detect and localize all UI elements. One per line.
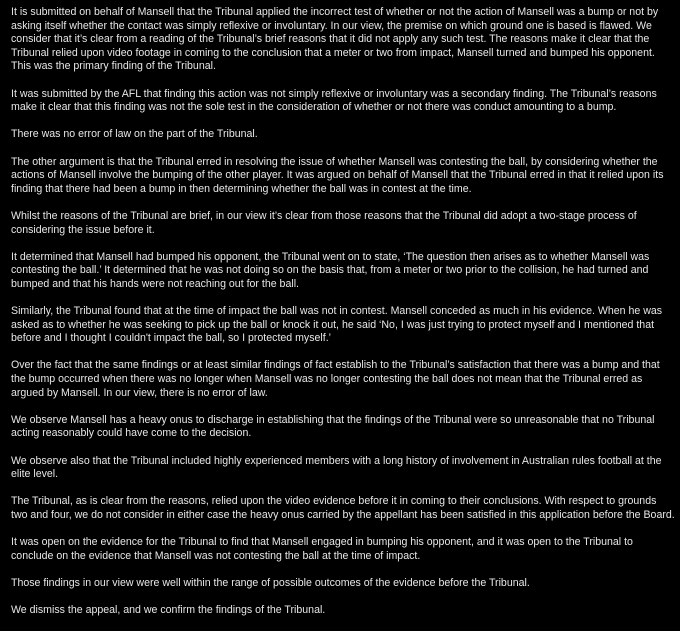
paragraph: Whilst the reasons of the Tribunal are brief, in our view it’s clear from those reasons that the Tribunal did adopt a two-stage process of considering the issue before it.: [11, 209, 637, 236]
paragraph: We observe Mansell has a heavy onus to discharge in establishing that the findings of the Tribunal were so unreasonable that no Tribunal acting reasonably could have come to the decision.: [11, 413, 655, 440]
paragraph: We dismiss the appeal, and we confirm the findings of the Tribunal.: [11, 604, 326, 617]
paragraph: There was no error of law on the part of the Tribunal.: [11, 128, 258, 141]
paragraph: The Tribunal, as is clear from the reasons, relied upon the video evidence before it in coming to their conclusions. With respect to grounds two and four, we do not consider in either case the heavy onus carried by the appellant has been satisfied in this application before the Board.: [11, 495, 675, 521]
paragraph: It was open on the evidence for the Tribunal to find that Mansell engaged in bumping his opponent, and it was open to the Tribunal to conclude on the evidence that Mansell was not contesting the ball at the time of impact.: [11, 536, 633, 562]
paragraph: It was submitted by the AFL that finding this action was not simply reflexive or involuntary was a secondary finding. The Tribunal’s reasons make it clear that this finding was not the sole test in the consideration of whether or not there was conduct amounting to a bump.: [11, 87, 657, 114]
paragraph: The other argument is that the Tribunal erred in resolving the issue of whether Mansell was contesting the ball, by considering whether the actions of Mansell involve the bumping of the other player. It was argued on behalf of Mansell that the Tribunal erred in that it relied upon its finding that there had been a bump in then determining whether the ball was in contest at the time.: [11, 155, 664, 195]
paragraph: It is submitted on behalf of Mansell that the Tribunal applied the incorrect test of whether or not the action of Mansell was a bump or not by asking itself whether the contact was simply reflexive or involuntary. In our view, the premise on which ground one is based is flawed. We consider that it’s clear from a reading of the Tribunal’s brief reasons that it did not apply any such test. The reasons make it clear that the Tribunal relied upon video footage in coming to the conclusion that a meter or two from impact, Mansell turned and bumped his opponent. This was the primary finding of the Tribunal.: [11, 6, 659, 73]
paragraph: Over the fact that the same findings or at least similar findings of fact establish to the Tribunal’s satisfaction that there was a bump and that the bump occurred when there was no longer when Mansell was no longer contesting the ball does not mean that the Tribunal erred as argued by Mansell. In our view, there is no error of law.: [11, 359, 660, 399]
document-body: [11, 6, 675, 631]
paragraph: It determined that Mansell had bumped his opponent, the Tribunal went on to state, ‘The question then arises as to whether Mansell was contesting the ball.’ It determined that he was not doing so on the basis that, from a meter or two prior to the collision, he had turned and bumped and that his hands were not reaching out for the ball.: [11, 250, 650, 290]
paragraph: We observe also that the Tribunal included highly experienced members with a long history of involvement in Australian rules football at the elite level.: [11, 454, 662, 481]
paragraph: Those findings in our view were well within the range of possible outcomes of the evidence before the Tribunal.: [11, 576, 530, 589]
paragraph: Similarly, the Tribunal found that at the time of impact the ball was not in contest. Mansell conceded as much in his evidence. When he was asked as to whether he was seeking to pick up the ball or knock it out, he said ‘No, I was just trying to protect myself and I mentioned that before and I thought I couldn't impact the ball, so I protected myself.’: [11, 305, 663, 345]
